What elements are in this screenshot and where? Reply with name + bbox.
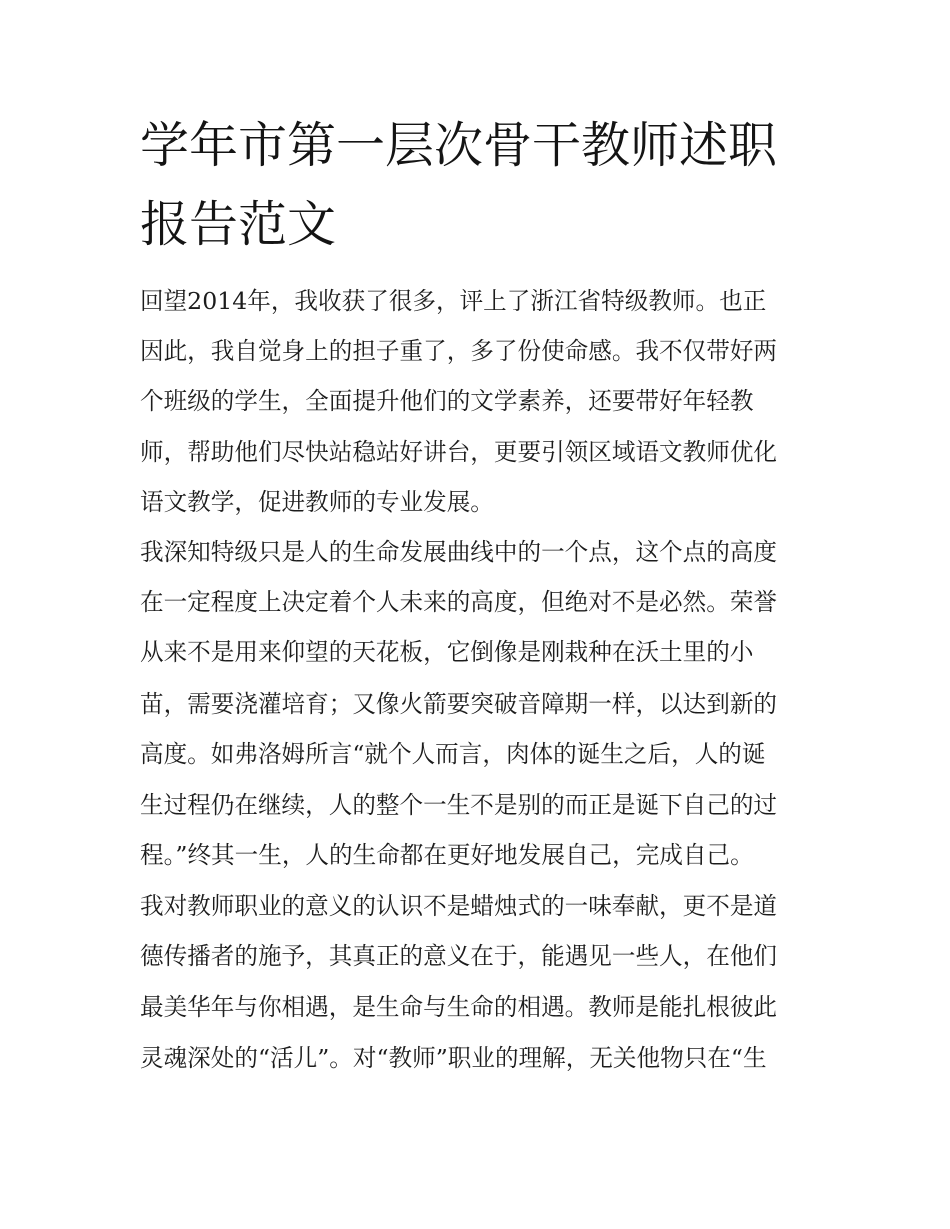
paragraph-3-line-2: 德传播者的施予，其真正的意义在于，能遇见一些人，在他们	[140, 942, 778, 970]
paragraph-2-line-3: 从来不是用来仰望的天花板，它倒像是刚栽种在沃土里的小	[140, 638, 754, 666]
paragraph-2-line-4: 苗，需要浇灌培育；又像火箭要突破音障期一样，以达到新的	[140, 690, 778, 718]
paragraph-3-line-4: 灵魂深处的“活儿”。对“教师”职业的理解，无关他物只在“生	[140, 1044, 767, 1072]
paragraph-2-line-7: 程。”终其一生，人的生命都在更好地发展自己，完成自己。	[140, 841, 754, 869]
paragraph-2-line-6: 生过程仍在继续，人的整个一生不是别的而正是诞下自己的过	[140, 791, 778, 819]
paragraph-3-line-3: 最美华年与你相遇，是生命与生命的相遇。教师是能扎根彼此	[140, 993, 778, 1021]
paragraph-1-line-1: 回望2014年，我收获了很多，评上了浙江省特级教师。也正	[140, 287, 767, 315]
paragraph-1-line-3: 个班级的学生，全面提升他们的文学素养，还要带好年轻教	[140, 387, 754, 415]
paragraph-2-line-2: 在一定程度上决定着个人未来的高度，但绝对不是必然。荣誉	[140, 588, 778, 616]
paragraph-1-line-5: 语文教学，促进教师的专业发展。	[140, 488, 494, 516]
paragraph-2-line-1: 我深知特级只是人的生命发展曲线中的一个点，这个点的高度	[140, 538, 778, 566]
paragraph-2-line-5: 高度。如弗洛姆所言“就个人而言，肉体的诞生之后，人的诞	[140, 740, 766, 768]
paragraph-3-line-1: 我对教师职业的意义的认识不是蜡烛式的一味奉献，更不是道	[140, 892, 778, 920]
paragraph-1-line-4: 师，帮助他们尽快站稳站好讲台，更要引领区域语文教师优化	[140, 438, 778, 466]
document-title-line-2: 报告范文	[140, 196, 337, 253]
paragraph-1-line-2: 因此，我自觉身上的担子重了，多了份使命感。我不仅带好两	[140, 337, 778, 365]
document-title-line-1: 学年市第一层次骨干教师述职	[140, 117, 778, 174]
